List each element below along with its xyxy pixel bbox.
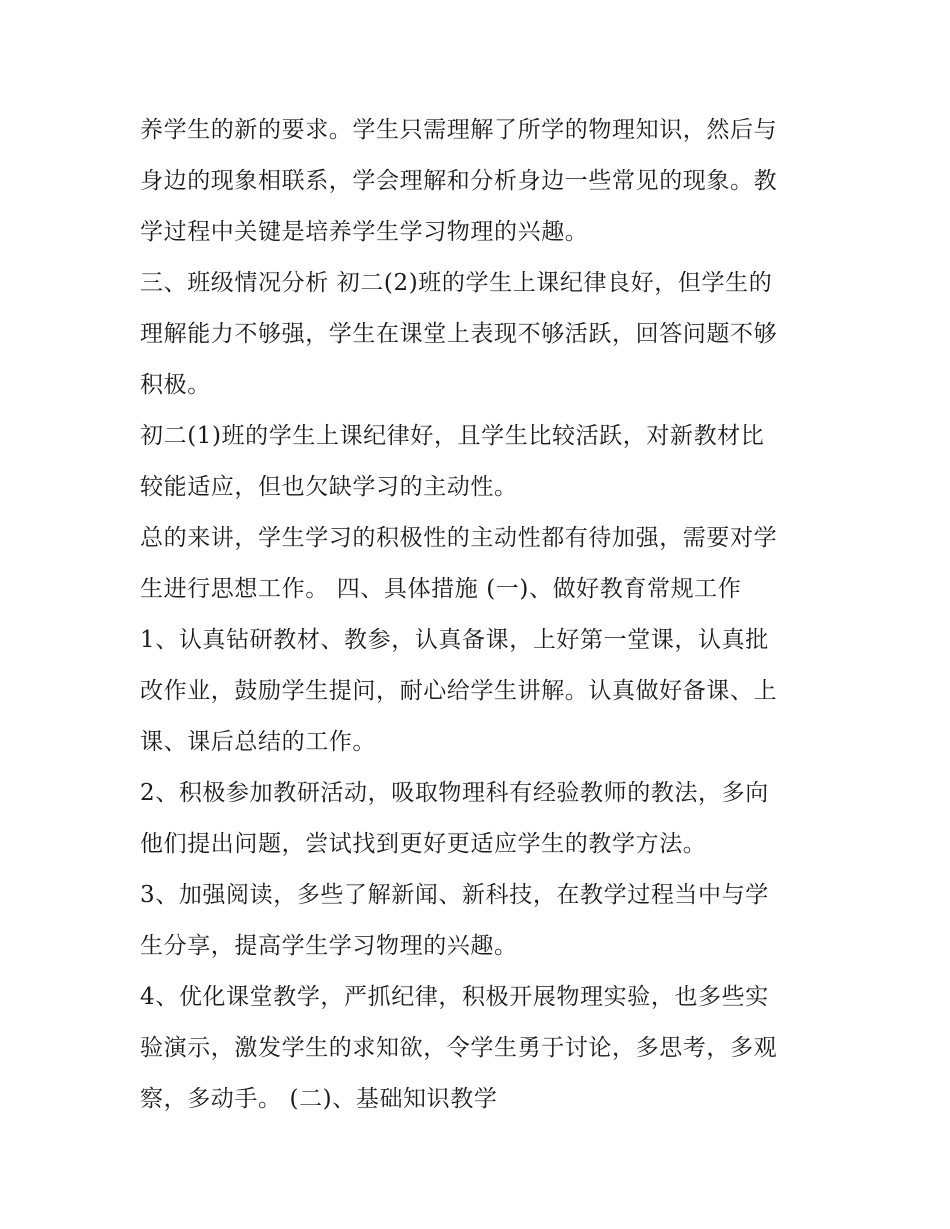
paragraph-measure-2 <box>140 768 820 870</box>
paragraph-summary-measures <box>140 513 820 615</box>
text-line: 他们提出问题，尝试找到更好更适应学生的教学方法。 <box>140 831 707 857</box>
text-line: 生进行思想工作。 四、具体措施 (一)、做好教育常规工作 <box>140 576 742 602</box>
text-line: 察，多动手。 (二)、基础知识教学 <box>140 1086 498 1112</box>
text-line: 改作业，鼓励学生提问，耐心给学生讲解。认真做好备课、上 <box>140 678 778 704</box>
paragraph-measure-1 <box>140 615 820 768</box>
text-line: 身边的现象相联系，学会理解和分析身边一些常见的现象。教 <box>140 168 778 194</box>
text-line: 学过程中关键是培养学生学习物理的兴趣。 <box>140 219 589 245</box>
paragraph-class-1 <box>140 411 820 513</box>
text-line: 验演示，激发学生的求知欲，令学生勇于讨论，多思考，多观 <box>140 1035 778 1061</box>
text-line: 较能适应，但也欠缺学习的主动性。 <box>140 474 518 500</box>
text-line: 1、认真钻研教材、教参，认真备课，上好第一堂课，认真批 <box>140 627 769 653</box>
text-line: 2、积极参加教研活动，吸取物理科有经验教师的教法，多向 <box>140 780 769 806</box>
text-line: 4、优化课堂教学，严抓纪律，积极开展物理实验，也多些实 <box>140 984 769 1010</box>
paragraph-measure-4 <box>140 972 820 1125</box>
text-line: 课、课后总结的工作。 <box>140 729 376 755</box>
paragraph-class-analysis <box>140 258 820 411</box>
text-line: 生分享，提高学生学习物理的兴趣。 <box>140 933 518 959</box>
text-line: 三、班级情况分析 初二(2)班的学生上课纪律良好，但学生的 <box>140 270 773 296</box>
paragraph-measure-3 <box>140 870 820 972</box>
paragraph-teaching-requirements <box>140 105 820 258</box>
text-line: 积极。 <box>140 372 211 398</box>
text-line: 理解能力不够强，学生在课堂上表现不够活跃，回答问题不够 <box>140 321 778 347</box>
text-line: 总的来讲，学生学习的积极性的主动性都有待加强，需要对学 <box>140 525 778 551</box>
text-line: 养学生的新的要求。学生只需理解了所学的物理知识，然后与 <box>140 117 778 143</box>
text-line: 3、加强阅读，多些了解新闻、新科技，在教学过程当中与学 <box>140 882 769 908</box>
text-line: 初二(1)班的学生上课纪律好，且学生比较活跃，对新教材比 <box>140 423 765 449</box>
document-body <box>140 105 820 1125</box>
